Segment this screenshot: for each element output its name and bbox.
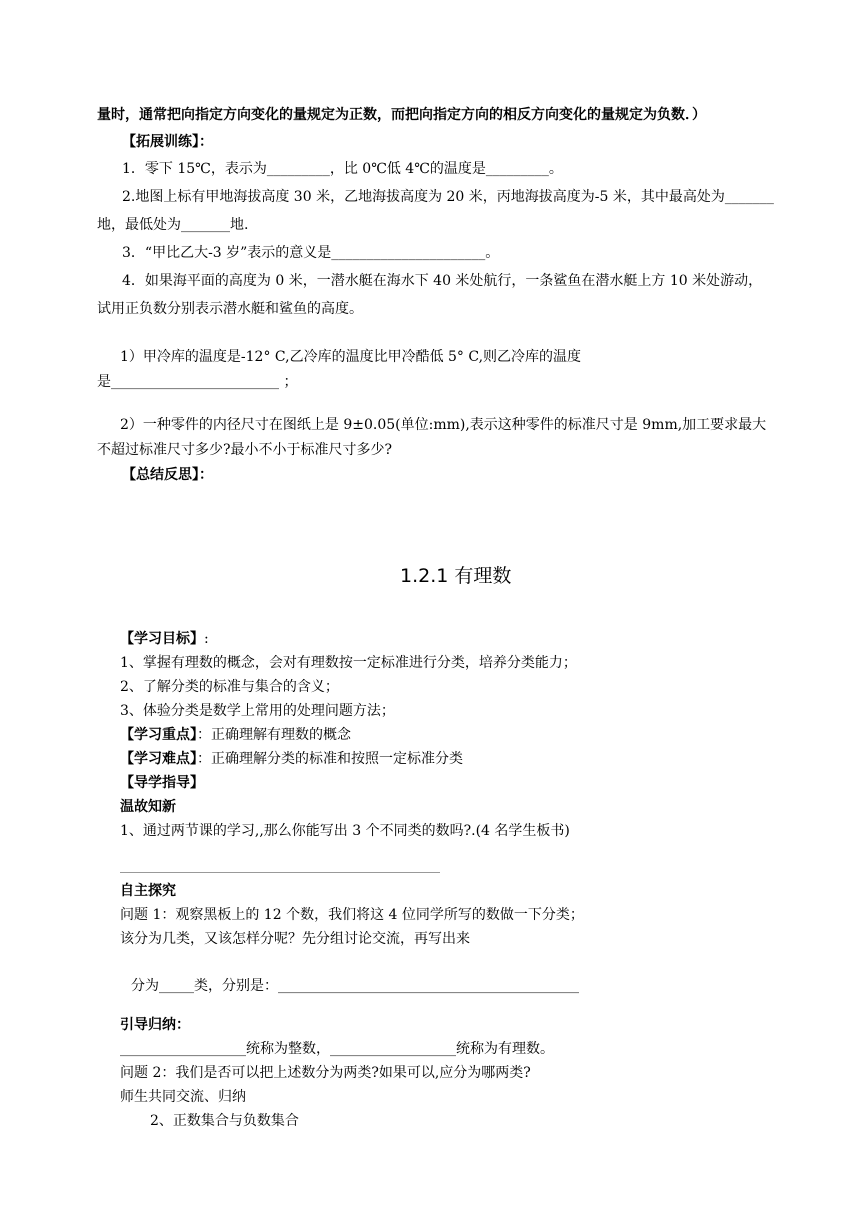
goals-heading-row	[120, 630, 209, 648]
problem-2: 问题 2：我们是否可以把上述数分为两类?如果可以,应分为哪两类?	[120, 1065, 531, 1081]
goal-1: 1、掌握有理数的概念，会对有理数按一定标准进行分类，培养分类能力；	[120, 655, 577, 671]
classify-line: 分为_____类，分别是：___________________________________________	[131, 978, 579, 994]
question-1: 1．零下 15℃，表示为_________，比 0℃低 4℃的温度是_________。	[122, 161, 563, 177]
explore-heading: 自主探究	[120, 883, 176, 899]
question-2-line-1: 2.地图上标有甲地海拔高度 30 米，乙地海拔高度为 20 米，丙地海拔高度为-5 米，其中最高处为_______	[122, 189, 774, 205]
intro-line: 量时，通常把向指定方向变化的量规定为正数，而把向指定方向的相反方向变化的量规定为负数．）	[97, 107, 706, 123]
review-question-1: 1、通过两节课的学习,,那么你能写出 3 个不同类的数吗?.(4 名学生板书)	[120, 823, 570, 839]
goal-2: 2、了解分类的标准与集合的含义；	[120, 679, 339, 695]
section-title: 1.2.1 有理数	[400, 565, 512, 587]
sets-line: 2、正数集合与负数集合	[150, 1113, 299, 1129]
review-heading: 温故知新	[120, 799, 176, 815]
problem-1-line-2: 该分为几类，又该怎样分呢？先分组讨论交流，再写出来	[120, 931, 470, 947]
goal-3: 3、体验分类是数学上常用的处理问题方法；	[120, 703, 395, 719]
question-4-line-2: 试用正负数分别表示潜水艇和鲨鱼的高度。	[97, 301, 363, 317]
goals-heading: 【学习目标】	[120, 631, 204, 647]
problem-1-line-1: 问题 1：观察黑板上的 12 个数，我们将这 4 位同学所写的数做一下分类；	[120, 907, 584, 923]
induction-line: __________________统称为整数，__________________统称为有理数。	[120, 1041, 554, 1057]
difficulty-label: 【学习难点】	[120, 751, 197, 767]
teacher-student-line: 师生共同交流、归纳	[120, 1089, 246, 1105]
answer-divider	[120, 872, 440, 873]
practice-2-line-2: 不超过标准尺寸多少?最小不小于标准尺寸多少?	[97, 442, 393, 458]
question-4-line-1: 4．如果海平面的高度为 0 米，一潜水艇在海水下 40 米处航行，一条鲨鱼在潜水艇上方 10 米处游动，	[122, 273, 763, 289]
induction-heading: 引导归纳：	[120, 1017, 190, 1033]
difficulty-row	[120, 750, 463, 768]
focus-label: 【学习重点】	[120, 727, 197, 743]
goals-colon: :	[204, 631, 209, 647]
practice-1-line-1: 1）甲冷库的温度是-12° C,乙冷库的温度比甲冷酷低 5° C,则乙冷库的温度	[120, 349, 582, 365]
guide-heading: 【导学指导】	[120, 775, 204, 791]
question-3: 3．“甲比乙大-3 岁”表示的意义是______________________。	[122, 245, 500, 261]
focus-row	[120, 726, 351, 744]
summary-heading: 【总结反思】：	[122, 467, 213, 483]
focus-text: ：正确理解有理数的概念	[197, 727, 351, 743]
practice-1-line-2: 是________________________ ；	[97, 374, 298, 390]
difficulty-text: ：正确理解分类的标准和按照一定标准分类	[197, 751, 463, 767]
extension-heading: 【拓展训练】：	[122, 134, 213, 150]
practice-2-line-1: 2）一种零件的内径尺寸在图纸上是 9±0.05(单位:mm),表示这种零件的标准尺寸是 9mm,加工要求最大	[120, 417, 767, 433]
question-2-line-2: 地，最低处为_______地.	[97, 217, 249, 233]
